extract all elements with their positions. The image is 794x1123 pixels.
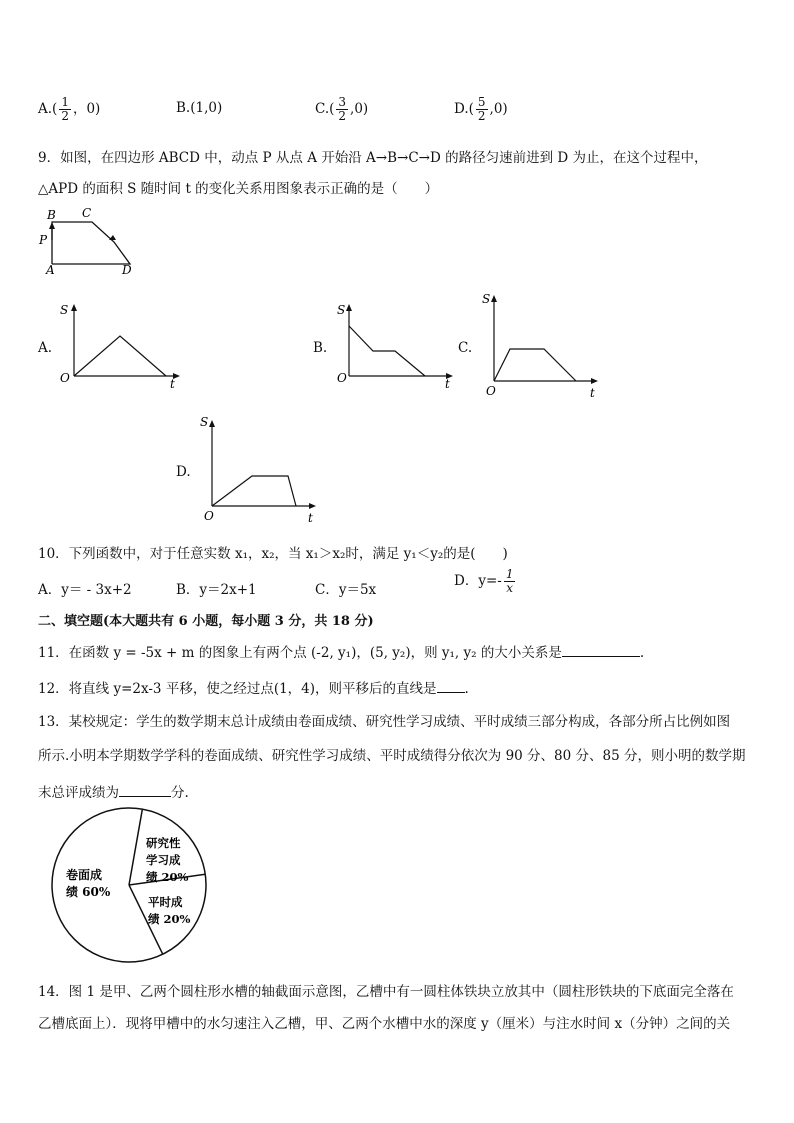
q8-option-c: C.( $\frac{3}{2}$ ,0) <box>315 95 369 123</box>
slice-label-daily-1: 平时成 <box>148 895 183 909</box>
label-d: D <box>122 263 132 276</box>
label-b: B <box>47 208 56 222</box>
svg-text:t: t <box>445 377 450 390</box>
svg-text:S: S <box>200 415 209 429</box>
q10-option-a: A．y＝ - 3x+2 <box>38 582 132 598</box>
q11-answer-blank <box>562 644 640 657</box>
graph-option-a <box>56 298 186 390</box>
q13-line1: 13．某校规定：学生的数学期末总计成绩由卷面成绩、研究性学习成绩、平时成绩三部分构成，各部分所占比例如图 <box>38 714 731 730</box>
graph-option-d <box>196 410 326 524</box>
q9-option-b-label: B. <box>313 340 328 356</box>
svg-text:t: t <box>170 377 175 390</box>
slice-label-exam-1: 卷面成 <box>66 868 103 882</box>
pie-slice-research-boundary <box>129 809 142 885</box>
q9-option-c-label: C. <box>458 340 473 356</box>
q10-stem: 10．下列函数中，对于任意实数 x₁，x₂，当 x₁＞x₂时，满足 y₁＜y₂的是( ) <box>38 546 508 562</box>
q13-line3: 末总评成绩为 分. <box>38 785 189 801</box>
q10-option-b: B．y＝2x+1 <box>176 582 257 598</box>
label-a: A <box>46 263 55 276</box>
q8-option-d: D.( $\frac{5}{2}$ ,0) <box>454 95 508 123</box>
quadrilateral-figure <box>36 204 146 276</box>
slice-label-research-1: 研究性 <box>146 836 181 850</box>
svg-text:S: S <box>60 303 69 317</box>
svg-text:O: O <box>486 384 496 398</box>
label-p: P <box>39 233 48 247</box>
q9-stem-line1: 9．如图，在四边形 ABCD 中，动点 P 从点 A 开始沿 A→B→C→D 的路径匀速前进到 D 为止，在这个过程中， <box>38 150 708 166</box>
q10-option-d: D．y=- $\frac{1}{x}$ <box>454 567 514 595</box>
slice-label-research-2: 学习成 <box>146 853 181 867</box>
graph-option-b <box>333 298 463 390</box>
q8-option-a: A.( $\frac{1}{2}$ ，0) <box>38 95 101 123</box>
svg-text:O: O <box>204 509 214 523</box>
q8-option-b: B.(1,0) <box>176 100 223 116</box>
q12-answer-blank <box>437 680 465 693</box>
graph-option-c <box>478 287 608 399</box>
svg-text:O: O <box>60 371 70 385</box>
q13-answer-blank <box>119 784 171 797</box>
q14-line1: 14．图 1 是甲、乙两个圆柱形水槽的轴截面示意图，乙槽中有一圆柱体铁块立放其中（圆柱形铁块的下底面完全落在 <box>38 984 734 1000</box>
q10-option-c: C．y＝5x <box>315 582 377 598</box>
pie-chart <box>44 804 214 964</box>
q12: 12．将直线 y=2x-3 平移，使之经过点(1，4)，则平移后的直线是 . <box>38 681 469 697</box>
svg-text:O: O <box>337 371 347 385</box>
q13-line2: 所示.小明本学期数学学科的卷面成绩、研究性学习成绩、平时成绩得分依次为 90 分、80 分、85 分，则小明的数学期 <box>38 748 746 764</box>
q14-line2: 乙槽底面上）．现将甲槽中的水匀速注入乙槽，甲、乙两个水槽中水的深度 y（厘米）与注水时间 x（分钟）之间的关 <box>38 1016 731 1032</box>
section-2-heading: 二、填空题(本大题共有 6 小题，每小题 3 分，共 18 分) <box>38 614 374 629</box>
svg-text:S: S <box>482 292 491 306</box>
svg-text:t: t <box>590 386 595 399</box>
slice-label-exam-2: 绩 60% <box>66 885 111 899</box>
label-c: C <box>82 206 92 220</box>
q9-stem-line2: △APD 的面积 S 随时间 t 的变化关系用图象表示正确的是（ ） <box>38 181 439 197</box>
q11: 11．在函数 y = -5x + m 的图象上有两个点 (-2, y₁)，(5, y₂)，则 y₁, y₂ 的大小关系是 . <box>38 645 645 661</box>
q9-option-a-label: A. <box>38 340 53 356</box>
svg-text:S: S <box>337 303 346 317</box>
slice-label-research-3: 绩 20% <box>146 870 189 884</box>
q9-option-d-label: D. <box>176 464 191 480</box>
svg-text:t: t <box>308 511 313 524</box>
slice-label-daily-2: 绩 20% <box>148 912 191 926</box>
